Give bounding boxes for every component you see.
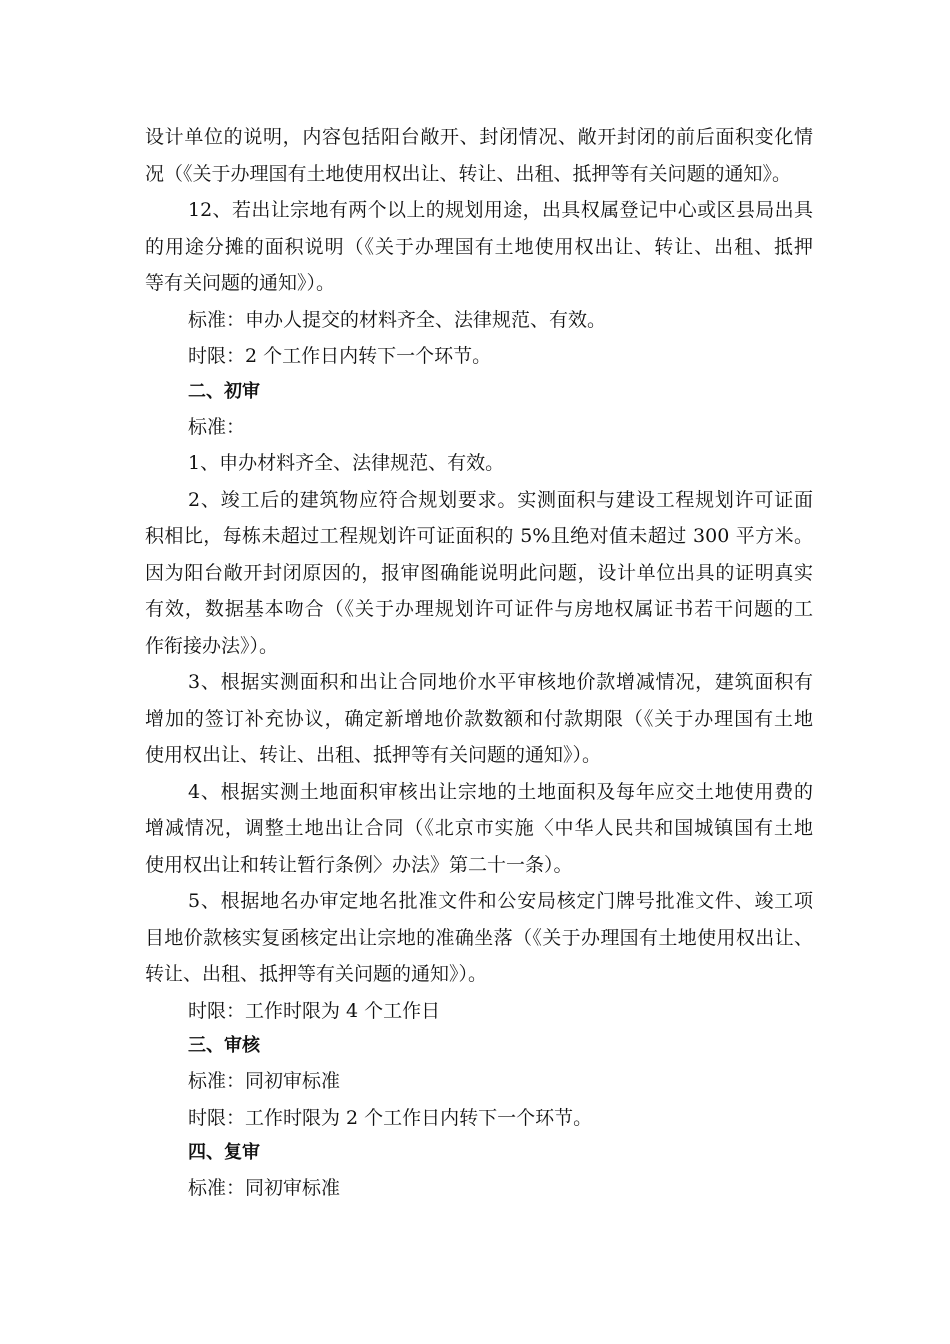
heading-text: 四、复审 [188,1142,260,1163]
paragraph-item-4 [145,774,813,884]
paragraph-item-2 [145,482,813,665]
paragraph-standard-label [145,409,813,446]
paragraph-time-limit-initial [145,993,813,1030]
text-line: 目地价款核实复函核定出让宗地的准确坐落（《关于办理国有土地使用权出让、 [145,926,813,949]
text-line: 5、根据地名办审定地名批准文件和公安局核定门牌号批准文件、竣工项 [188,890,813,912]
text-line: 有效，数据基本吻合（《关于办理规划许可证件与房地权属证书若干问题的工 [145,598,813,620]
paragraph-design-unit-note [145,119,813,192]
text-line: 增加的签订补充协议，确定新增地价款数额和付款期限（《关于办理国有土地 [145,707,813,730]
text-line: 使用权出让、转让、出租、抵押等有关问题的通知》）。 [145,744,602,766]
text-line: 4、根据实测土地面积审核出让宗地的土地面积及每年应交土地使用费的 [188,780,813,803]
paragraph-time-limit [145,338,813,375]
text-line: 设计单位的说明，内容包括阳台敞开、封闭情况、敞开封闭的前后面积变化情 [145,126,813,148]
paragraph-item-1 [145,445,813,482]
text-line: 因为阳台敞开封闭原因的，报审图确能说明此问题，设计单位出具的证明真实 [145,561,813,584]
section-heading-audit [145,1029,813,1063]
paragraph-standard [145,302,813,339]
text-line: 的用途分摊的面积说明（《关于办理国有土地使用权出让、转让、出租、抵押 [145,235,813,258]
text-line: 1、申办材料齐全、法律规范、有效。 [188,452,505,474]
paragraph-audit-standard [145,1063,813,1100]
text-line: 3、根据实测面积和出让合同地价水平审核地价款增减情况，建筑面积有 [188,671,813,693]
paragraph-item-5 [145,883,813,993]
text-line: 使用权出让和转让暂行条例〉办法》第二十一条）。 [145,853,573,876]
text-line: 作衔接办法》）。 [145,634,279,657]
text-line: 积相比，每栋未超过工程规划许可证面积的 5%且绝对值未超过 300 平方米。 [145,525,813,547]
text-line: 标准：同初审标准 [188,1177,341,1199]
text-line: 标准：申办人提交的材料齐全、法律规范、有效。 [188,308,607,331]
text-line: 增减情况，调整土地出让合同（《北京市实施〈中华人民共和国城镇国有土地 [145,817,813,839]
text-line: 12、若出让宗地有两个以上的规划用途，出具权属登记中心或区县局出具 [188,199,813,221]
text-line: 标准：同初审标准 [188,1070,341,1092]
paragraph-re-review-standard [145,1170,813,1207]
text-line: 时限：工作时限为 4 个工作日 [188,999,441,1022]
text-line: 时限：2 个工作日内转下一个环节。 [188,345,492,367]
paragraph-item-12 [145,192,813,302]
document-page [145,119,813,1207]
section-heading-initial-review [145,375,813,409]
text-line: 时限：工作时限为 2 个工作日内转下一个环节。 [188,1106,593,1129]
heading-text: 三、审核 [188,1035,260,1056]
text-line: 况（《关于办理国有土地使用权出让、转让、出租、抵押等有关问题的通知》。 [145,162,792,185]
text-line: 转让、出租、抵押等有关问题的通知》）。 [145,963,488,985]
paragraph-audit-time-limit [145,1100,813,1137]
text-line: 2、竣工后的建筑物应符合规划要求。实测面积与建设工程规划许可证面 [188,488,813,511]
paragraph-item-3 [145,664,813,774]
section-heading-re-review [145,1136,813,1170]
text-line: 等有关问题的通知》）。 [145,272,336,294]
heading-text: 二、初审 [188,380,260,402]
text-line: 标准： [188,415,246,438]
